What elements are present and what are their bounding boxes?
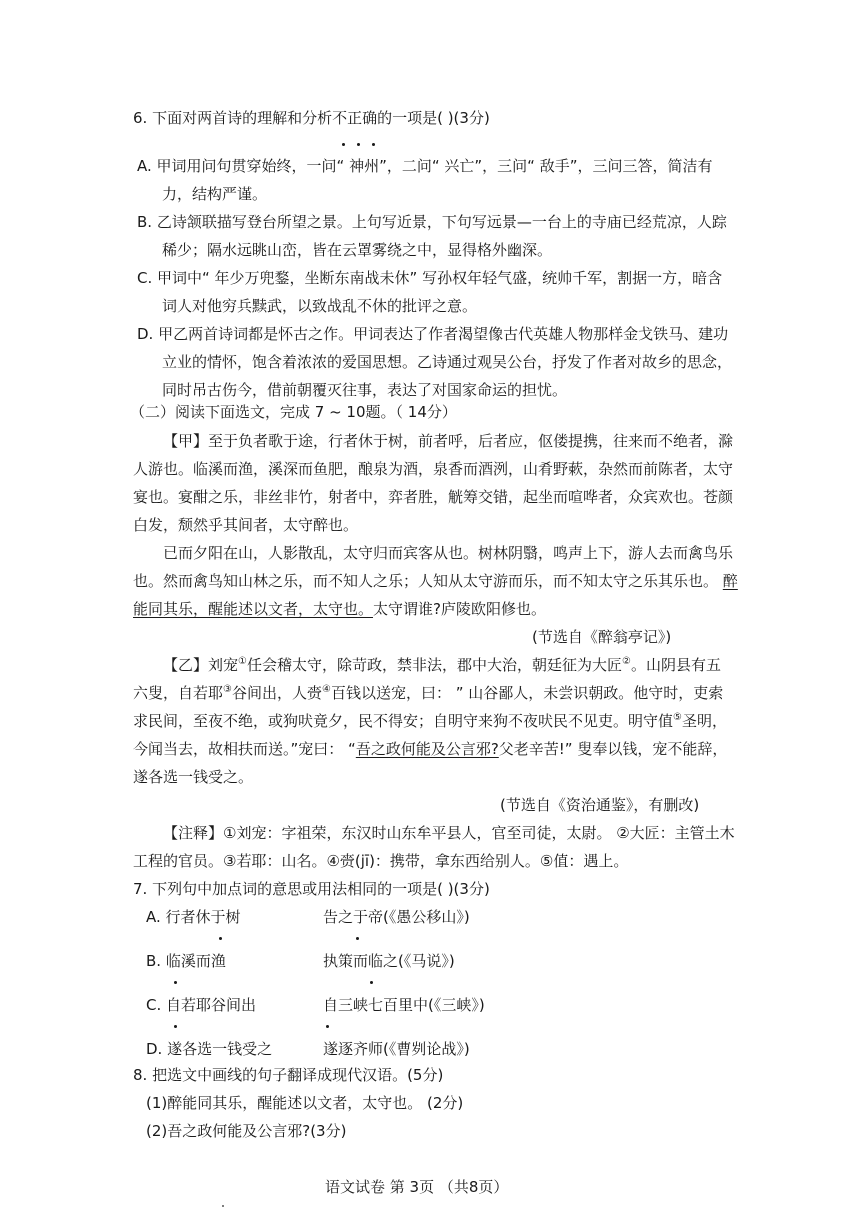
passage-jia-line	[133, 571, 738, 591]
passage-jia-line: 已而夕阳在山，人影散乱，太守归而宾客从也。树林阴翳，鸣声上下，游人去而禽鸟乐	[163, 544, 734, 562]
emphasis-dot	[342, 143, 345, 146]
underlined-sentence: 吾之政何能及公言邪?	[355, 740, 499, 758]
passage-yi-text: 谷间出，人赍	[231, 684, 322, 702]
passage-yi-line	[133, 683, 723, 703]
passage-jia-line: 宴也。宴酣之乐，非丝非竹，射者中，弈者胜，觥筹交错，起坐而喧哗者，众宾欢也。苍颜	[133, 488, 734, 506]
section-2-header: （二）阅读下面选文，完成 7 ~ 10题。（ 14分）	[130, 403, 457, 421]
footnote-marker: ②	[622, 656, 631, 667]
passage-jia-line	[133, 599, 546, 619]
q7-option-a-right: 告之于帝(《愚公移山》)	[323, 908, 470, 926]
emphasis-dot	[174, 981, 177, 984]
passage-jia-line: 白发，颓然乎其间者，太守醉也。	[133, 516, 359, 534]
scan-speck	[222, 1205, 224, 1207]
passage-jia-text: 太守谓谁?庐陵欧阳修也。	[373, 600, 546, 618]
passage-yi-line	[163, 655, 721, 675]
source-jia: (节选自《醉翁亭记》)	[532, 628, 672, 646]
passage-yi-text: 百钱以送宠，曰： ” 山谷鄙人，未尝识朝政。他守时，吏索	[330, 684, 724, 702]
q7-option-d-left: D. 遂各选一钱受之	[146, 1040, 273, 1058]
emphasis-dot	[372, 143, 375, 146]
passage-yi-text: 任会稽太守，除苛政，禁非法，郡中大治，朝廷征为大匠	[246, 656, 622, 674]
source-yi: (节选自《资治通鉴》，有删改)	[500, 796, 700, 814]
passage-yi-text: 【乙】刘宠	[163, 656, 239, 674]
q8-stem: 8. 把选文中画线的句子翻译成现代汉语。(5分)	[133, 1066, 444, 1084]
passage-jia-line: 人游也。临溪而渔，溪深而鱼肥，酿泉为酒，泉香而酒洌，山肴野蔌，杂然而前陈者，太守	[133, 460, 734, 478]
q6-option-d-line2: 立业的情怀，饱含着浓浓的爱国思想。乙诗通过观吴公台，抒发了作者对故乡的思念，	[162, 353, 733, 371]
footnote-marker: ⑤	[673, 712, 682, 723]
q6-option-c-line2: 词人对他穷兵黩武，以致战乱不休的批评之意。	[162, 297, 478, 315]
q6-option-a-line1: A. 甲词用问句贯穿始终，一问“ 神州”，二问“ 兴亡”，三问“ 敌手”，三问三答，简洁有	[137, 157, 713, 175]
q6-option-c-line1: C. 甲词中“ 年少万兜鍪，坐断东南战未休” 写孙权年轻气盛，统帅千军，割据一方，暗含	[137, 269, 723, 287]
q8-sentence-2: (2)吾之政何能及公言邪?(3分)	[146, 1122, 347, 1140]
emphasis-dot	[326, 1025, 329, 1028]
passage-yi-line	[133, 739, 727, 759]
emphasis-dot	[357, 143, 360, 146]
passage-yi-text: 父老辛苦!” 叟奉以钱，宠不能辞，	[498, 740, 728, 758]
passage-jia-line: 【甲】至于负者歌于途，行者休于树，前者呼，后者应，伛偻提携，往来而不绝者，滁	[163, 432, 734, 450]
q7-option-a-left: A. 行者休于树	[146, 908, 241, 926]
q6-option-d-line3: 同时吊古伤今，借前朝覆灭往事，表达了对国家命运的担忧。	[162, 381, 568, 399]
q6-stem: 6. 下面对两首诗的理解和分析不正确的一项是( )(3分)	[133, 109, 490, 127]
passage-yi-line: 遂各选一钱受之。	[133, 768, 254, 786]
q7-option-c-left: C. 自若耶谷间出	[146, 996, 257, 1014]
passage-yi-text: 今闻当去，故相扶而送。”宠曰： “	[133, 740, 356, 758]
q7-option-d-right: 遂逐齐师(《曹刿论战》)	[323, 1040, 470, 1058]
underlined-sentence-part: 醉	[722, 572, 738, 590]
emphasis-dot	[356, 937, 359, 940]
emphasis-dot	[370, 981, 373, 984]
page-footer: 语文试卷 第 3页 （共8页）	[325, 1178, 509, 1196]
q6-option-a-line2: 力，结构严谨。	[162, 185, 268, 203]
q7-stem: 7. 下列句中加点词的意思或用法相同的一项是( )(3分)	[133, 880, 490, 898]
passage-yi-text: 。山阴县有五	[630, 656, 721, 674]
q6-option-b-line2: 稀少；隔水远眺山峦，皆在云罩雾绕之中，显得格外幽深。	[162, 241, 553, 259]
emphasis-dot	[174, 1025, 177, 1028]
passage-yi-text: 圣明，	[681, 712, 727, 730]
passage-jia-text: 也。然而禽鸟知山林之乐，而不知人之乐；人知从太守游而乐，而不知太守之乐其乐也。	[133, 572, 719, 590]
q7-option-b-left: B. 临溪而渔	[146, 952, 226, 970]
passage-yi-line	[133, 711, 727, 731]
notes-line2: 工程的官员。③若耶：山名。④赍(jī)：携带，拿东西给别人。⑤值：遇上。	[133, 852, 629, 870]
q6-option-b-line1: B. 乙诗颔联描写登台所望之景。上句写近景，下句写远景—一台上的寺庙已经荒凉，人踪	[137, 213, 727, 231]
underlined-sentence: 能同其乐，醒能述以文者，太守也。	[133, 600, 374, 618]
footnote-marker: ①	[238, 656, 247, 667]
notes-line1: 【注释】①刘宠：字祖荣，东汉时山东牟平县人，官至司徒，太尉。 ②大匠：主管土木	[163, 824, 735, 842]
footnote-marker: ④	[322, 684, 331, 695]
q7-option-b-right: 执策而临之(《马说》)	[323, 952, 455, 970]
q7-option-c-right: 自三峡七百里中(《三峡》)	[323, 996, 485, 1014]
q6-option-d-line1: D. 甲乙两首诗词都是怀古之作。甲词表达了作者渴望像古代英雄人物那样金戈铁马、建功	[137, 325, 729, 343]
passage-yi-text: 六叟，自若耶	[133, 684, 224, 702]
passage-yi-text: 求民间，至夜不绝，或狗吠竟夕，民不得安；自明守来狗不夜吠民不见吏。明守值	[133, 712, 674, 730]
emphasis-dot	[219, 937, 222, 940]
footnote-marker: ③	[223, 684, 232, 695]
q8-sentence-1: (1)醉能同其乐，醒能述以文者，太守也。 (2分)	[146, 1094, 464, 1112]
